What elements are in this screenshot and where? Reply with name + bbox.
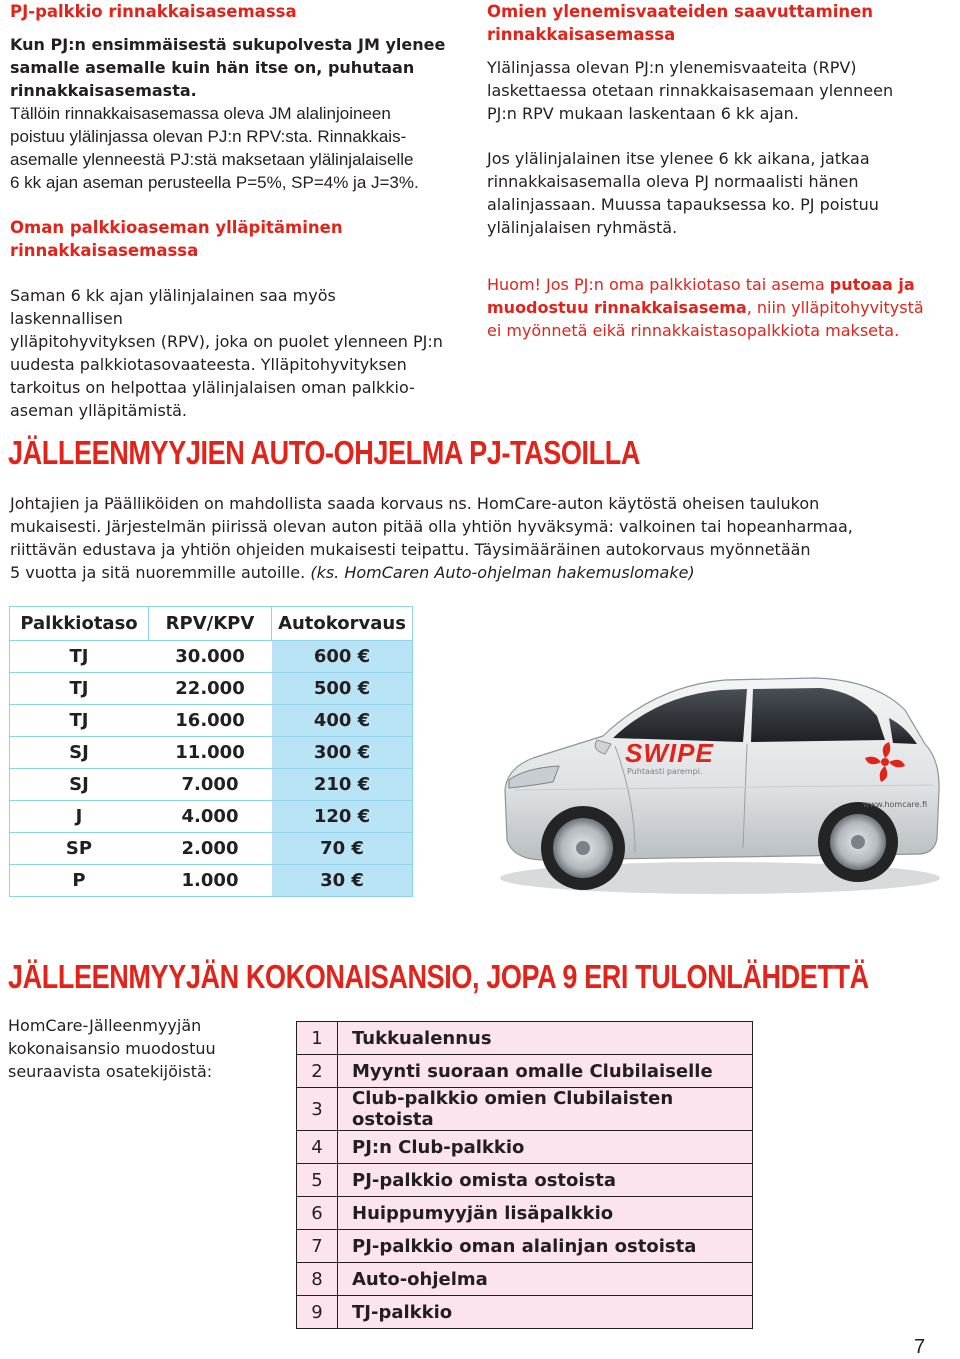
- palkkiotaso-cell: SJ: [10, 737, 149, 769]
- income-number: 2: [297, 1055, 338, 1088]
- income-row: [297, 1088, 753, 1131]
- section2-text: HomCare-Jälleenmyyjän kokonaisansio muodostuu seuraavista osatekijöistä:: [8, 1016, 216, 1081]
- header-autokorvaus: Autokorvaus: [272, 607, 413, 641]
- table-row: [10, 769, 413, 801]
- rpv-cell: 22.000: [149, 673, 272, 705]
- income-label: PJ-palkkio omista ostoista: [338, 1164, 753, 1197]
- table-row: [10, 801, 413, 833]
- autokorvaus-cell: 500 €: [272, 673, 413, 705]
- income-number: 7: [297, 1230, 338, 1263]
- table-row: [10, 705, 413, 737]
- income-row: [297, 1230, 753, 1263]
- income-row: [297, 1263, 753, 1296]
- income-row: [297, 1296, 753, 1329]
- right-column: [487, 0, 947, 342]
- income-label: PJ-palkkio oman alalinjan ostoista: [338, 1230, 753, 1263]
- income-row: [297, 1131, 753, 1164]
- income-row: [297, 1164, 753, 1197]
- rpv-cell: 4.000: [149, 801, 272, 833]
- table-row: [10, 833, 413, 865]
- car-image: [485, 640, 950, 940]
- palkkiotaso-cell: TJ: [10, 673, 149, 705]
- para-jos-ylalinjalainen: Jos ylälinjalainen itse ylenee 6 kk aikana, jatkaa rinnakkaisasemalla oleva PJ normaalisti hänen alalinjassaan. Muussa tapauksessa ko. PJ poistuu ylälinjalaisen ryhmästä.: [487, 149, 879, 237]
- income-label: Myynti suoraan omalle Clubilaiselle: [338, 1055, 753, 1088]
- note-huom: Huom! Jos PJ:n oma palkkiotaso tai asema putoaa ja muodostuu rinnakkaisasema, niin ylläpitohyvitystä ei myönnetä eikä rinnakkaistasopalkkiota makseta.: [487, 275, 924, 340]
- income-number: 5: [297, 1164, 338, 1197]
- section1-title-wrap: [8, 434, 779, 472]
- autokorvaus-cell: 400 €: [272, 705, 413, 737]
- intro-bold: Kun PJ:n ensimmäisestä sukupolvesta JM ylenee samalle asemalle kuin hän itse on, puhutaan rinnakkaisasemasta.: [10, 35, 446, 100]
- income-label: TJ-palkkio: [338, 1296, 753, 1329]
- car-illustration: [485, 640, 950, 940]
- car-slogan-text: Puhtaasti parempi.: [627, 767, 703, 776]
- heading-pj-palkkio: PJ-palkkio rinnakkaisasemassa: [10, 2, 297, 21]
- rpv-cell: 1.000: [149, 865, 272, 897]
- table-header-row: [10, 607, 413, 641]
- income-number: 3: [297, 1088, 338, 1131]
- autokorvaus-cell: 600 €: [272, 641, 413, 673]
- autokorvaus-cell: 210 €: [272, 769, 413, 801]
- header-rpv-kpv: RPV/KPV: [149, 607, 272, 641]
- left-column: [10, 0, 450, 422]
- income-number: 1: [297, 1022, 338, 1055]
- auto-compensation-table: [9, 606, 413, 897]
- table-row: [10, 737, 413, 769]
- table-row: [10, 673, 413, 705]
- table-row: [10, 641, 413, 673]
- para-ylalinja: Ylälinjassa olevan PJ:n ylenemisvaateita (RPV) laskettaessa otetaan rinnakkaisasemaan ylenneen PJ:n RPV mukaan laskentaan 6 kk ajan.: [487, 58, 894, 123]
- income-label: PJ:n Club-palkkio: [338, 1131, 753, 1164]
- page-number: 7: [914, 1336, 926, 1358]
- header-palkkiotaso: Palkkiotaso: [10, 607, 149, 641]
- palkkiotaso-cell: P: [10, 865, 149, 897]
- income-number: 4: [297, 1131, 338, 1164]
- intro-normal: Tällöin rinnakkaisasemassa oleva JM alalinjoineen poistuu ylälinjassa olevan PJ:n RPV:sta. Rinnakkais- asemalle ylenneestä PJ:stä maksetaan ylälinjalaiselle 6 kk ajan aseman perusteella P=5%, SP=4% ja J=3%.: [10, 104, 419, 192]
- rpv-cell: 11.000: [149, 737, 272, 769]
- rpv-cell: 2.000: [149, 833, 272, 865]
- income-label: Tukkualennus: [338, 1022, 753, 1055]
- income-row: [297, 1197, 753, 1230]
- income-number: 6: [297, 1197, 338, 1230]
- income-label: Club-palkkio omien Clubilaisten ostoista: [338, 1088, 753, 1131]
- rpv-cell: 16.000: [149, 705, 272, 737]
- autokorvaus-cell: 120 €: [272, 801, 413, 833]
- income-row: [297, 1055, 753, 1088]
- income-label: Auto-ohjelma: [338, 1263, 753, 1296]
- income-row: [297, 1022, 753, 1055]
- income-number: 8: [297, 1263, 338, 1296]
- autokorvaus-cell: 30 €: [272, 865, 413, 897]
- income-number: 9: [297, 1296, 338, 1329]
- table-body: [10, 641, 413, 897]
- car-brand-text: SWIPE: [625, 738, 714, 768]
- heading-oman-palkkioaseman: Oman palkkioaseman ylläpitäminen rinnakkaisasemassa: [10, 218, 343, 260]
- para-yllapito: Saman 6 kk ajan ylälinjalainen saa myös laskennallisen ylläpitohyvityksen (RPV), joka on puolet ylenneen PJ:n uudesta palkkiotasovaateesta. Ylläpitohyvityksen tarkoitus on helpottaa ylälinjalaisen oman palkkio- aseman ylläpitämistä.: [10, 286, 443, 420]
- section1-title: JÄLLEENMYYJIEN AUTO-OHJELMA PJ-TASOILLA: [8, 434, 641, 471]
- section2-title-wrap: [8, 958, 960, 996]
- palkkiotaso-cell: SJ: [10, 769, 149, 801]
- income-label: Huippumyyjän lisäpalkkio: [338, 1197, 753, 1230]
- section1-text: Johtajien ja Päälliköiden on mahdollista saada korvaus ns. HomCare-auton käytöstä oheisen taulukon mukaisesti. Järjestelmän piirissä olevan auton pitää olla yhtiön hyväksymä: valkoinen tai hopeanharmaa, riittävän edustava ja yhtiön ohjeiden mukaisesti teipattu. Täysimääräinen autokorvaus myönnetään 5 vuotta ja sitä nuoremmille autoille. (ks. HomCaren Auto-ohjelman hakemuslomake): [10, 494, 853, 582]
- section2-title: JÄLLEENMYYJÄN KOKONAISANSIO, JOPA 9 ERI TULONLÄHDETTÄ: [8, 958, 869, 995]
- rpv-cell: 7.000: [149, 769, 272, 801]
- rpv-cell: 30.000: [149, 641, 272, 673]
- autokorvaus-cell: 300 €: [272, 737, 413, 769]
- palkkiotaso-cell: SP: [10, 833, 149, 865]
- table-row: [10, 865, 413, 897]
- palkkiotaso-cell: J: [10, 801, 149, 833]
- income-sources-table: [296, 1021, 753, 1329]
- palkkiotaso-cell: TJ: [10, 705, 149, 737]
- car-url-text: www.homcare.fi: [863, 800, 928, 809]
- autokorvaus-cell: 70 €: [272, 833, 413, 865]
- heading-ylenemisvaateet: Omien ylenemisvaateiden saavuttaminen rinnakkaisasemassa: [487, 2, 874, 44]
- palkkiotaso-cell: TJ: [10, 641, 149, 673]
